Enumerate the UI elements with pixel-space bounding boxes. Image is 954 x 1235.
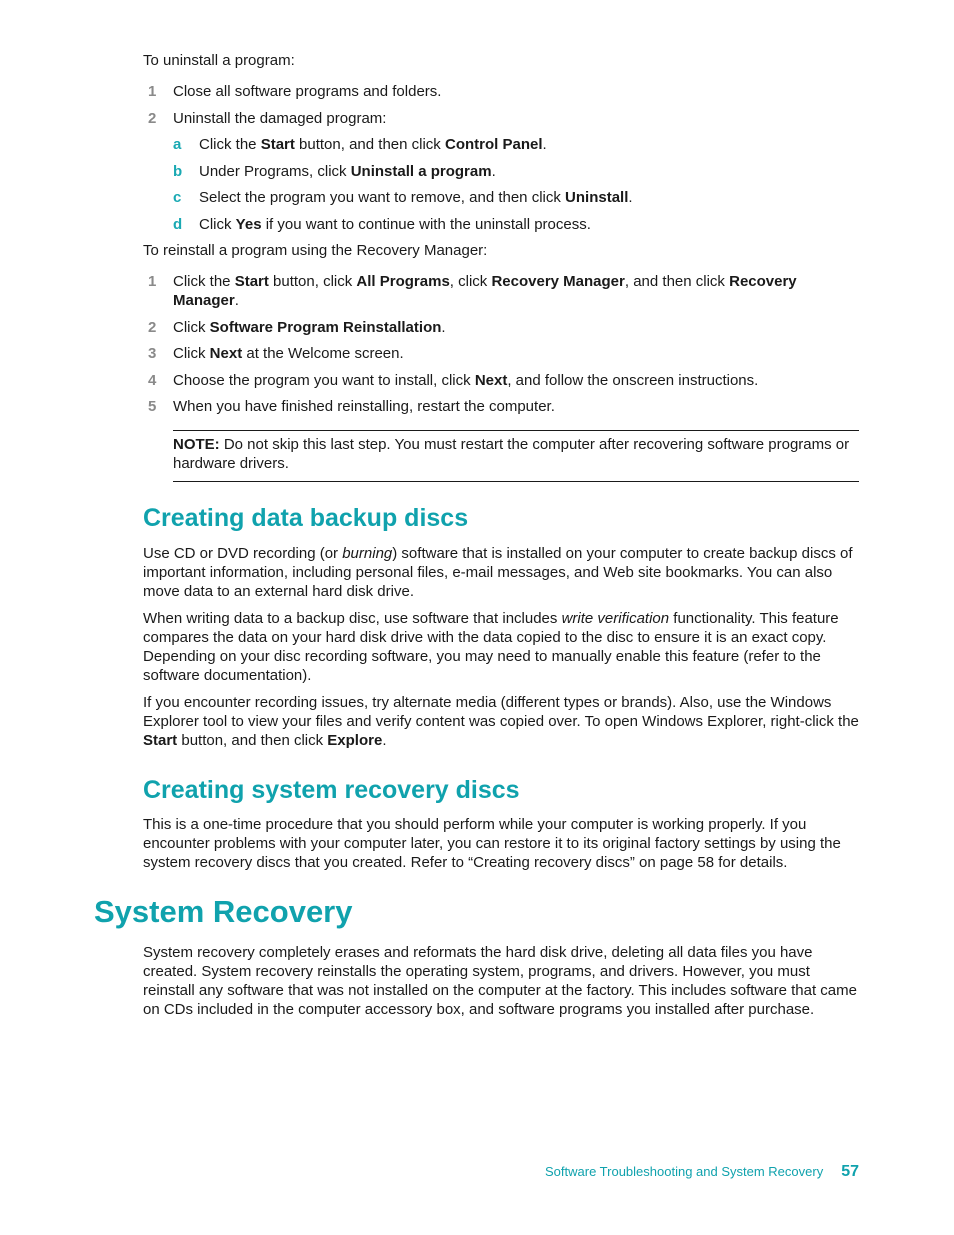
step-number: 2: [148, 110, 157, 127]
backup-paragraph-2: When writing data to a backup disc, use software that includes write verification functionality. This feature compares the data on your hard disk drive with the data copied to the disc to ensure it is an exact copy. Depending on your disc recording software, you may need to manually enable this feature (refer to the software documentation).: [143, 610, 839, 684]
note-box: [173, 430, 859, 482]
recovery-discs-paragraph: This is a one-time procedure that you should perform while your computer is working properly. If you encounter problems with your computer later, you can restore it to its original factory settings by using the system recovery discs that you created. Refer to “Creating recovery discs” on page 58 for details.: [143, 816, 841, 871]
step-text: Uninstall the damaged program:: [173, 110, 387, 127]
footer-chapter-title: Software Troubleshooting and System Recovery: [545, 1164, 824, 1179]
substep-letter: a: [173, 136, 182, 153]
step-text: Close all software programs and folders.: [173, 83, 442, 100]
substep-text: Click the Start button, and then click Control Panel.: [199, 136, 547, 153]
substep-text: Click Yes if you want to continue with the uninstall process.: [199, 216, 591, 233]
section-heading-system-recovery: System Recovery: [94, 894, 353, 929]
substep-letter: b: [173, 163, 183, 180]
substep-text: Under Programs, click Uninstall a program.: [199, 163, 496, 180]
step-number: 2: [148, 319, 157, 336]
page-footer: [545, 1162, 859, 1181]
step-text: Choose the program you want to install, click Next, and follow the onscreen instructions.: [173, 372, 759, 389]
backup-paragraph-3: If you encounter recording issues, try alternate media (different types or brands). Also, use the Windows Explorer tool to view your files and verify content was copied over. To open Windows Explorer, right-click the Start button, and then click Explore.: [143, 694, 859, 749]
system-recovery-paragraph: System recovery completely erases and reformats the hard disk drive, deleting all data files you have created. System recovery reinstalls the operating system, programs, and drivers. However, you must reinstall any software that was not installed on the computer at the factory. This includes software that came on CDs included in the computer accessory box, and software programs you installed after purchase.: [143, 944, 857, 1018]
step-number: 4: [148, 372, 157, 389]
step-number: 3: [148, 345, 157, 362]
step-text: Click Software Program Reinstallation.: [173, 319, 446, 336]
step-number: 1: [148, 83, 157, 100]
section-heading-backup: Creating data backup discs: [143, 504, 469, 532]
substep-letter: c: [173, 189, 182, 206]
page-number: 57: [841, 1163, 859, 1180]
note-label: NOTE:: [173, 436, 220, 453]
note-text: Do not skip this last step. You must restart the computer after recovering software programs or hardware drivers.: [173, 436, 850, 472]
step-text: When you have finished reinstalling, restart the computer.: [173, 398, 555, 415]
step-number: 1: [148, 273, 157, 290]
substep-letter: d: [173, 216, 183, 233]
uninstall-intro: To uninstall a program:: [143, 52, 295, 69]
step-text: Click the Start button, click All Programs, click Recovery Manager, and then click Recovery Manager.: [173, 273, 797, 309]
backup-paragraph-1: Use CD or DVD recording (or burning) software that is installed on your computer to create backup discs of important information, including personal files, e-mail messages, and Web site bookmarks. You can also move data to an external hard disk drive.: [143, 545, 853, 600]
step-text: Click Next at the Welcome screen.: [173, 345, 404, 362]
section-heading-recovery-discs: Creating system recovery discs: [143, 776, 520, 804]
step-number: 5: [148, 398, 157, 415]
substep-text: Select the program you want to remove, and then click Uninstall.: [199, 189, 633, 206]
reinstall-intro: To reinstall a program using the Recovery Manager:: [143, 242, 488, 259]
